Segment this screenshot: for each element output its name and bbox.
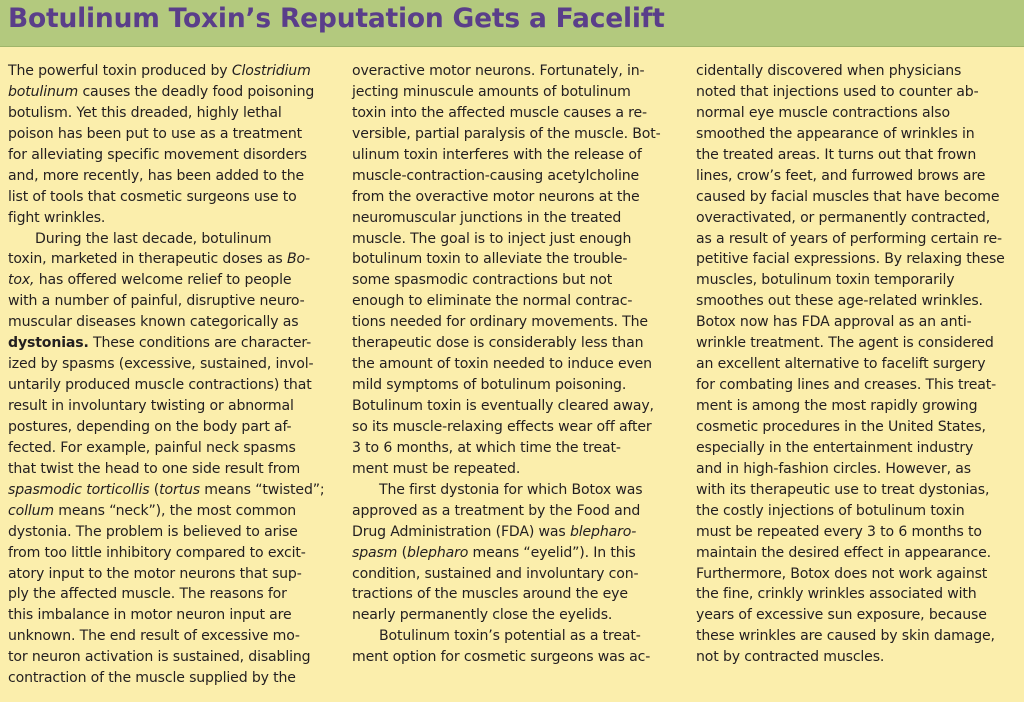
title-banner [0,0,1024,47]
text-line: muscular diseases known categorically as [8,314,299,331]
text-line: petitive facial expressions. By relaxing these [696,251,1005,268]
text-line: this imbalance in motor neuron input are [8,607,292,624]
text-line: the fine, crinkly wrinkles associated with [696,586,977,603]
text-line: overactive motor neurons. Fortunately, in- [352,63,645,79]
text-line: Botulinum toxin is eventually cleared away, [352,398,654,414]
text-line: with a number of painful, disruptive neuro- [8,293,305,310]
text-line: botulinum toxin to alleviate the trouble- [352,251,628,268]
text-line: maintain the desired effect in appearance. [696,544,991,561]
text-line: the treated areas. It turns out that frown [696,146,977,163]
text-line: untarily produced muscle contractions) that [8,377,312,394]
text-line: as a result of years of performing certain re- [696,230,1002,247]
text-line: an excellent alternative to facelift surgery [696,356,986,373]
text-line: and in high-fashion circles. However, as [696,460,971,477]
text-line: postures, depending on the body part af- [8,418,292,435]
text-column-1 [8,61,338,689]
text-line: spasmodic torticollis (tortus means “twisted”; [8,481,325,498]
text-line: contraction of the muscle supplied by the [8,670,296,687]
text-line: and, more recently, has been added to the [8,167,305,184]
text-line: versible, partial paralysis of the muscle. Bot- [352,125,661,142]
text-line: condition, sustained and involuntary con- [352,565,639,582]
text-line: result in involuntary twisting or abnormal [8,398,294,414]
text-line: ply the affected muscle. The reasons for [8,586,287,603]
text-line: tor neuron activation is sustained, disabling [8,649,311,666]
text-line: 3 to 6 months, at which time the treat- [352,439,621,456]
text-line: cosmetic procedures in the United States, [696,418,986,435]
text-line: neuromuscular junctions in the treated [352,209,622,226]
text-line: botulism. Yet this dreaded, highly lethal [8,104,282,121]
text-line: jecting minuscule amounts of botulinum [352,83,631,100]
text-line: enough to eliminate the normal contrac- [352,293,633,310]
text-line: the costly injections of botulinum toxin [696,502,965,519]
text-line: muscle. The goal is to inject just enough [352,230,632,247]
text-line: cidentally discovered when physicians [696,63,962,79]
text-line: The powerful toxin produced by Clostridium [8,63,311,79]
text-line: Botox now has FDA approval as an anti- [696,314,972,331]
text-line: unknown. The end result of excessive mo- [8,628,300,645]
text-line: years of excessive sun exposure, because [696,607,987,624]
text-line: from the overactive motor neurons at the [352,188,640,205]
text-line: so its muscle-relaxing effects wear off after [352,418,652,435]
text-line: Botulinum toxin’s potential as a treat- [379,628,641,645]
text-line: tractions of the muscles around the eye [352,586,628,603]
text-line: for alleviating specific movement disorders [8,146,307,163]
text-line: normal eye muscle contractions also [696,104,950,121]
text-line: toxin into the affected muscle causes a re- [352,104,647,121]
text-line: poison has been put to use as a treatment [8,125,303,142]
text-line: spasm (blepharo means “eyelid”). In this [352,544,636,561]
text-line: Drug Administration (FDA) was blepharo- [352,523,637,540]
text-line: for combating lines and creases. This treat- [696,377,997,394]
text-line: not by contracted muscles. [696,649,885,666]
text-line: especially in the entertainment industry [696,439,974,456]
text-line: approved as a treatment by the Food and [352,502,641,519]
text-line: muscles, botulinum toxin temporarily [696,272,955,289]
text-line: muscle-contraction-causing acetylcholine [352,167,640,184]
text-line: tox, has offered welcome relief to people [8,272,292,289]
text-line: ment is among the most rapidly growing [696,398,978,414]
text-line: some spasmodic contractions but not [352,272,613,289]
text-line: with its therapeutic use to treat dystonias, [696,481,990,498]
text-line: must be repeated every 3 to 6 months to [696,523,982,540]
text-line: therapeutic dose is considerably less than [352,335,644,352]
text-line: caused by facial muscles that have become [696,188,1000,205]
text-line: During the last decade, botulinum [35,230,272,247]
text-line: ment must be repeated. [352,460,521,477]
text-line: atory input to the motor neurons that sup- [8,565,302,582]
text-line: from too little inhibitory compared to excit- [8,544,306,561]
text-line: smoothed the appearance of wrinkles in [696,125,975,142]
text-line: lines, crow’s feet, and furrowed brows are [696,167,986,184]
text-line: list of tools that cosmetic surgeons use to [8,188,297,205]
text-line: the amount of toxin needed to induce even [352,356,652,373]
text-line: smoothes out these age-related wrinkles. [696,293,983,310]
text-line: dystonia. The problem is believed to arise [8,523,298,540]
text-line: ment option for cosmetic surgeons was ac- [352,649,651,666]
text-line: toxin, marketed in therapeutic doses as Bo- [8,251,310,268]
text-line: these wrinkles are caused by skin damage, [696,628,995,645]
text-line: botulinum causes the deadly food poisoning [8,83,315,100]
article-title: Botulinum Toxin’s Reputation Gets a Facelift [8,3,665,34]
text-line: ulinum toxin interferes with the release of [352,146,642,163]
text-line: mild symptoms of botulinum poisoning. [352,377,627,394]
text-line: The first dystonia for which Botox was [379,481,643,498]
text-line: tions needed for ordinary movements. The [352,314,648,331]
text-line: noted that injections used to counter ab- [696,83,979,100]
text-line: fight wrinkles. [8,209,106,226]
text-line: that twist the head to one side result from [8,460,301,477]
text-line: Furthermore, Botox does not work against [696,565,988,582]
text-line: overactivated, or permanently contracted, [696,209,991,226]
text-column-2 [352,61,682,668]
text-line: nearly permanently close the eyelids. [352,607,613,624]
text-line: fected. For example, painful neck spasms [8,439,296,456]
text-line: collum means “neck”), the most common [8,502,297,519]
text-line: wrinkle treatment. The agent is considered [696,335,994,352]
text-line: ized by spasms (excessive, sustained, invol- [8,356,314,373]
text-column-3 [696,61,1021,668]
text-line: dystonias. These conditions are character- [8,335,312,352]
